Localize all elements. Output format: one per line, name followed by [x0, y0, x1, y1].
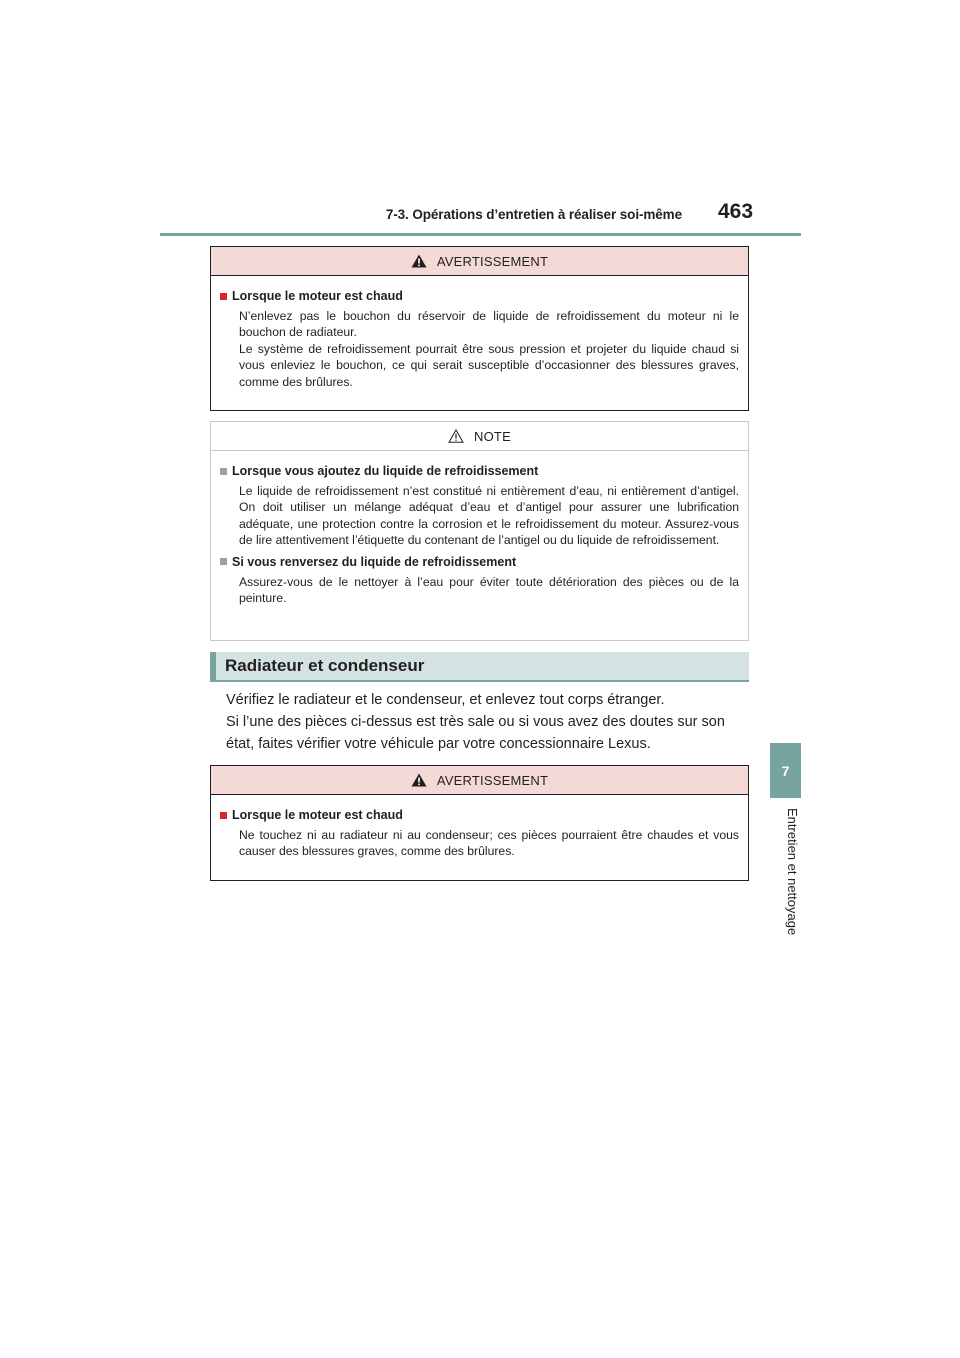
running-header: 7-3. Opérations d’entretien à réaliser soi-même — [385, 207, 682, 222]
warning-item-heading-text: Lorsque le moteur est chaud — [232, 289, 403, 303]
warning-item-heading — [220, 289, 739, 303]
note-box — [210, 421, 749, 641]
warning-header — [211, 766, 748, 795]
caution-triangle-icon — [448, 429, 464, 443]
note-item-text: Le liquide de refroidissement n’est constitué ni entièrement d’eau, ni entièrement d’antigel. On doit utiliser un mélange adéquat d’eau et d’antigel pour assurer une lubrification adéquate, une protection contre la corrosion et le refroidissement du moteur. Assurez-vous de lire attentivement l’étiquette du contenant de l’antigel ou du liquide de refroidissement. — [239, 484, 739, 548]
warning-title: AVERTISSEMENT — [436, 253, 549, 269]
note-item-heading-text: Lorsque vous ajoutez du liquide de refroidissement — [232, 464, 539, 478]
note-item-heading — [220, 555, 739, 569]
warning-item-text: Ne touchez ni au radiateur ni au condenseur; ces pièces pourraient être chaudes et vous causer des blessures graves, comme des brûlures. — [239, 828, 739, 859]
warning-title: AVERTISSEMENT — [436, 772, 549, 788]
note-item-heading — [220, 464, 739, 478]
warning-triangle-icon — [411, 254, 427, 268]
warning-item-paragraph-1: N’enlevez pas le bouchon du réservoir de liquide de refroidissement du moteur ni le bouchon de radiateur. — [239, 309, 739, 340]
warning-body — [211, 276, 748, 410]
note-body — [211, 451, 748, 626]
square-bullet-icon — [220, 468, 227, 475]
warning-item-heading-text: Lorsque le moteur est chaud — [232, 808, 403, 822]
warning-item-text — [239, 308, 739, 390]
square-bullet-icon — [220, 812, 227, 819]
warning-box-1 — [210, 246, 749, 411]
warning-triangle-icon — [411, 773, 427, 787]
body-paragraph: Vérifiez le radiateur et le condenseur, et enlevez tout corps étranger. — [226, 692, 665, 708]
chapter-tab: 7 — [770, 743, 801, 798]
section-body — [226, 689, 750, 755]
warning-item-heading — [220, 808, 739, 822]
note-title: NOTE — [474, 428, 511, 444]
warning-header — [211, 247, 748, 276]
warning-body — [211, 795, 748, 880]
warning-box-2 — [210, 765, 749, 881]
chapter-label: Entretien et nettoyage — [785, 808, 800, 936]
note-item-text: Assurez-vous de le nettoyer à l’eau pour éviter toute détérioration des pièces ou de la peinture. — [239, 574, 739, 606]
page-number: 463 — [718, 200, 754, 223]
note-header — [211, 422, 748, 451]
warning-item-paragraph-2: Le système de refroidissement pourrait être sous pression et projeter du liquide chaud si vous enleviez le bouchon, ce qui serait susceptible d’occasionner des blessures graves, comme des brûlures. — [239, 341, 739, 389]
square-bullet-icon — [220, 293, 227, 300]
square-bullet-icon — [220, 558, 227, 565]
header-rule — [160, 233, 801, 236]
body-paragraph: Si l’une des pièces ci-dessus est très sale ou si vous avez des doutes sur son état, faites vérifier votre véhicule par votre concessionnaire Lexus. — [226, 714, 725, 752]
note-item-heading-text: Si vous renversez du liquide de refroidissement — [232, 554, 517, 569]
section-title: Radiateur et condenseur — [210, 652, 749, 682]
